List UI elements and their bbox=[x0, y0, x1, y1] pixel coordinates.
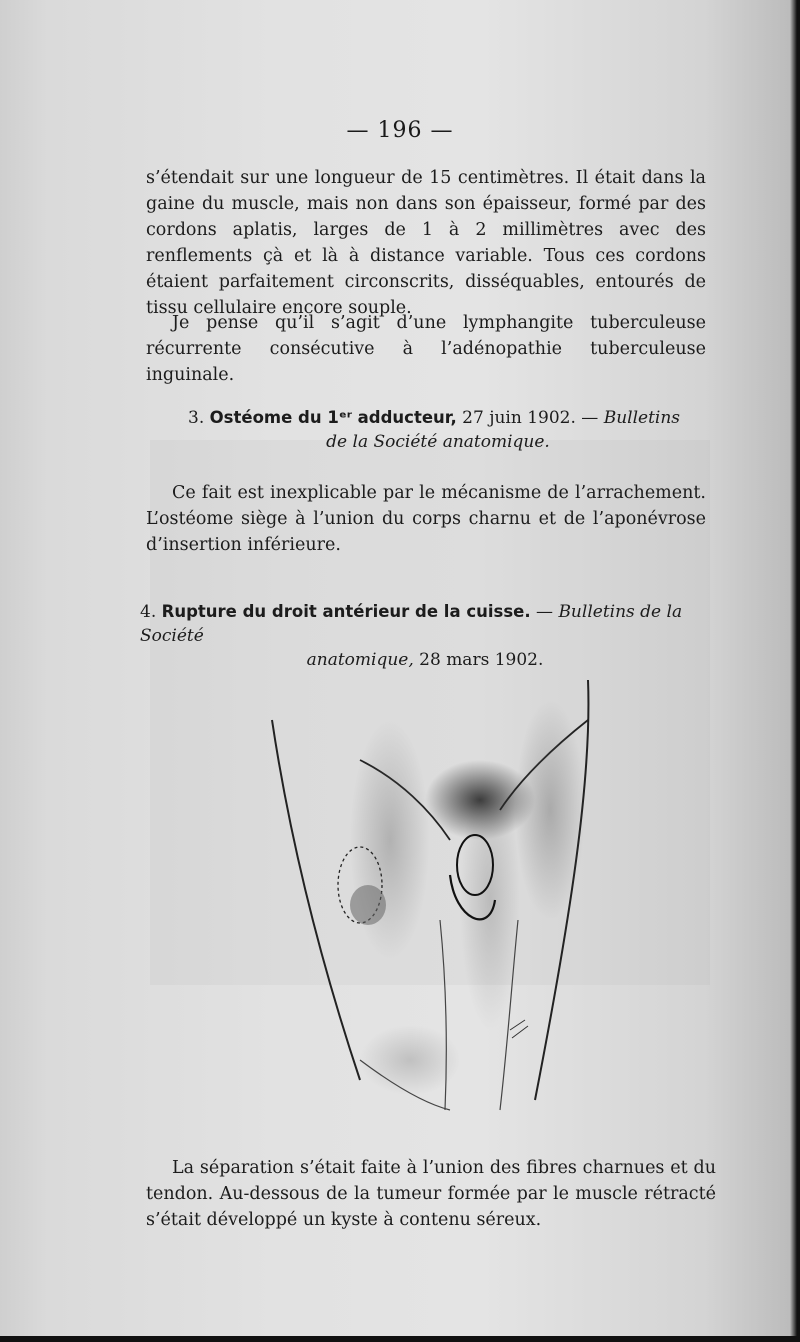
section-3-date: 27 juin 1902. — bbox=[462, 408, 599, 428]
section-3-title: Ostéome du 1ᵉʳ adducteur, bbox=[209, 408, 457, 427]
page-number: — 196 — bbox=[346, 118, 454, 143]
section-4-line-1 bbox=[140, 600, 710, 648]
paragraph-2 bbox=[146, 310, 706, 388]
section-4-title: Rupture du droit antérieur de la cuisse. bbox=[161, 602, 531, 621]
paragraph-3 bbox=[146, 480, 706, 558]
paragraph-4-text: La séparation s’était faite à l’union des fibres charnues et du tendon. Au-dessous de la tumeur formée par le muscle rétracté s’était développé un kyste à contenu séreux. bbox=[146, 1158, 716, 1230]
section-4-number: 4. bbox=[140, 602, 157, 622]
section-3-heading bbox=[188, 406, 688, 454]
section-4-dash: — bbox=[536, 602, 554, 622]
paragraph-3-text: Ce fait est inexplicable par le mécanisme de l’arrachement. L’ostéome siège à l’union du corps charnu et de l’aponévrose d’insertion inférieure. bbox=[146, 483, 706, 555]
section-4-source-2: anatomique, bbox=[306, 650, 414, 670]
section-3-line-2 bbox=[188, 430, 688, 454]
section-3-source-2: de la Société anatomique. bbox=[326, 432, 550, 452]
paragraph-1 bbox=[146, 165, 706, 321]
section-4-date: 28 mars 1902. bbox=[419, 650, 544, 670]
scan-edge-right bbox=[790, 0, 800, 1342]
section-3-line-1 bbox=[188, 406, 688, 430]
paragraph-1-text: s’étendait sur une longueur de 15 centimètres. Il était dans la gaine du muscle, mais non dans son épaisseur, formé par des cordons aplatis, larges de 1 à 2 millimètres avec des renflements çà et là à distance variable. Tous ces cordons étaient parfaitement circonscrits, disséquables, entourés de tissu cellulaire encore souple. bbox=[146, 168, 706, 318]
scan-edge-bottom bbox=[0, 1336, 800, 1342]
anatomical-illustration bbox=[250, 660, 610, 1130]
section-3-source-1: Bulletins bbox=[603, 408, 681, 428]
section-4-source-1: Bulletins de la Société bbox=[140, 602, 683, 646]
paragraph-2-text: Je pense qu’il s’agit d’une lymphangite tuberculeuse récurrente consécutive à l’adénopathie tuberculeuse inguinale. bbox=[146, 313, 706, 385]
left-thigh-outer-outline bbox=[272, 720, 360, 1080]
paragraph-4 bbox=[146, 1155, 716, 1233]
tumor-shading bbox=[350, 885, 386, 925]
section-3-number: 3. bbox=[188, 408, 205, 428]
